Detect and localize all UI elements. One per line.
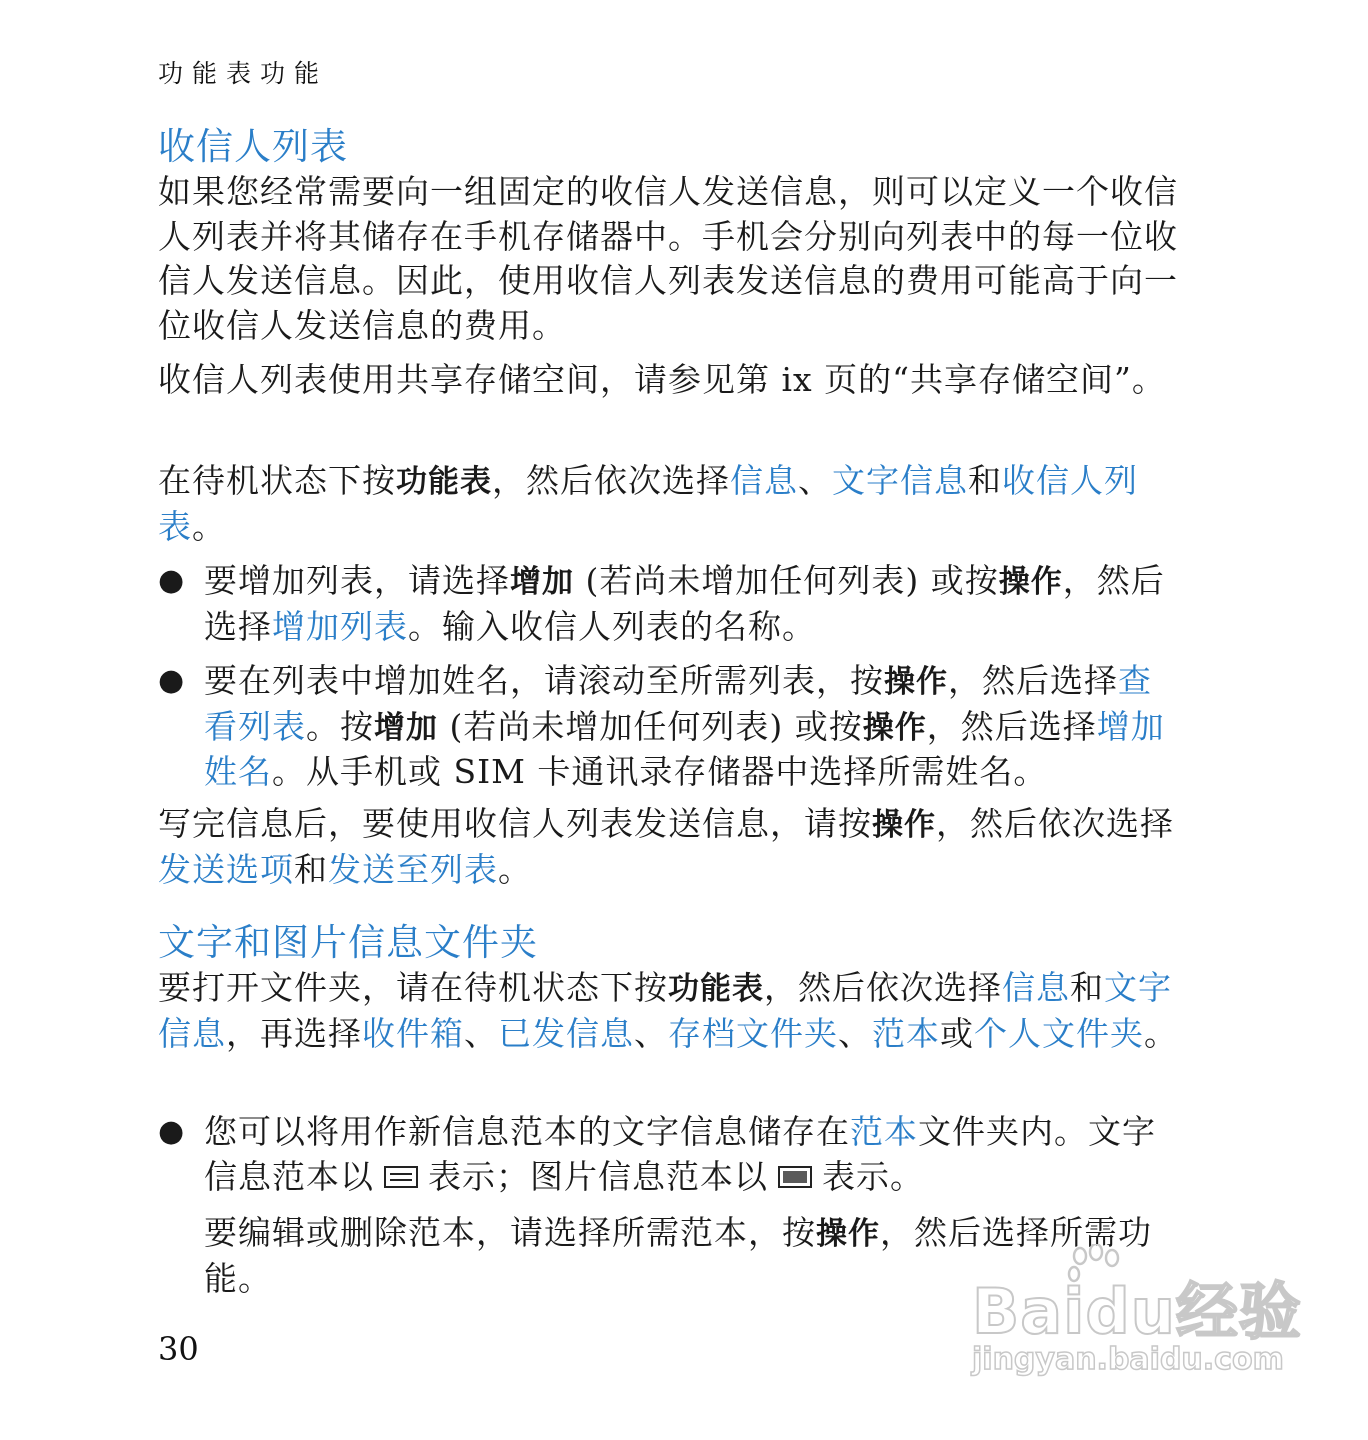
options-key: 操作 [862,709,927,746]
templates-description: 您可以将用作新信息范本的文字信息储存在范本文件夹内。文字信息范本以 表示；图片信息范本以 表示。 [204,1112,1156,1196]
link-sent-items[interactable]: 已发信息 [498,1013,634,1053]
send-to-list-instruction: 写完信息后，要使用收信人列表发送信息，请按操作，然后依次选择发送选项和发送至列表。 [158,804,1174,889]
link-text-messages[interactable]: 文字信息 [158,968,1172,1053]
add-key: 增加 [374,709,438,746]
folders-menu-path: 要打开文件夹，请在待机状态下按功能表，然后依次选择信息和文字信息，再选择收件箱、已发信息、存档文件夹、范本或个人文件夹。 [158,968,1178,1053]
add-key: 增加 [510,564,574,600]
running-title: 功能表功能 [158,59,329,88]
link-inbox[interactable]: 收件箱 [362,1013,464,1053]
add-list-instruction: 要增加列表，请选择增加 (若尚未增加任何列表) 或按操作，然后选择增加列表。输入收信人列表的名称。 [204,561,1165,646]
shared-memory-note: 收信人列表使用共享存储空间，请参见第 ix 页的“共享存储空间”。 [158,360,1166,399]
edit-template-instruction: 要编辑或删除范本，请选择所需范本，按操作，然后选择所需功能。 [204,1213,1152,1298]
watermark-url: jingyan.baidu.com [972,1342,1284,1377]
link-archive-folder[interactable]: 存档文件夹 [668,1013,838,1053]
link-messages[interactable]: 信息 [1002,968,1070,1007]
menu-key: 功能表 [396,464,492,500]
bullet-icon: ● [158,563,185,598]
link-text-messages[interactable]: 文字信息 [832,461,968,500]
link-add-list[interactable]: 增加列表 [272,606,408,646]
options-key: 操作 [884,664,948,700]
text-template-icon [384,1166,418,1188]
page-number: 30 [158,1330,199,1368]
recipient-lists-menu-path: 在待机状态下按功能表，然后依次选择信息、文字信息和收信人列表。 [158,461,1138,546]
options-key: 操作 [998,564,1063,600]
menu-key: 功能表 [668,971,764,1007]
link-recipient-lists[interactable]: 收信人列表 [158,461,1138,546]
add-name-instruction: 要在列表中增加姓名，请滚动至所需列表，按操作，然后选择查看列表。按增加 (若尚未增加任何列表) 或按操作，然后选择增加姓名。从手机或 SIM 卡通讯录存储器中选择所需姓名。 [204,661,1165,791]
baidu-watermark [972,1262,1302,1392]
bullet-icon: ● [158,663,185,698]
recipient-lists-intro: 如果您经常需要向一组固定的收信人发送信息，则可以定义一个收信人列表并将其储存在手机存储器中。手机会分别向列表中的每一位收信人发送信息。因此，使用收信人列表发送信息的费用可能高于向一位收信人发送信息的费用。 [158,172,1178,345]
link-templates[interactable]: 范本 [850,1112,918,1151]
link-view-list[interactable]: 查看列表 [204,661,1152,746]
link-my-folders[interactable]: 个人文件夹 [974,1013,1144,1053]
options-key: 操作 [816,1216,880,1252]
watermark-brand: Baidu经验 [972,1275,1302,1348]
options-key: 操作 [872,807,936,843]
bullet-icon: ● [158,1114,185,1149]
section-heading-message-folders: 文字和图片信息文件夹 [158,921,538,964]
link-send-options[interactable]: 发送选项 [158,849,294,889]
link-templates[interactable]: 范本 [872,1013,940,1053]
link-send-to-list[interactable]: 发送至列表 [328,849,498,889]
link-messages[interactable]: 信息 [730,461,798,500]
section-heading-recipient-lists: 收信人列表 [158,125,348,168]
link-add-name[interactable]: 增加姓名 [204,706,1165,791]
picture-template-icon [778,1166,812,1188]
